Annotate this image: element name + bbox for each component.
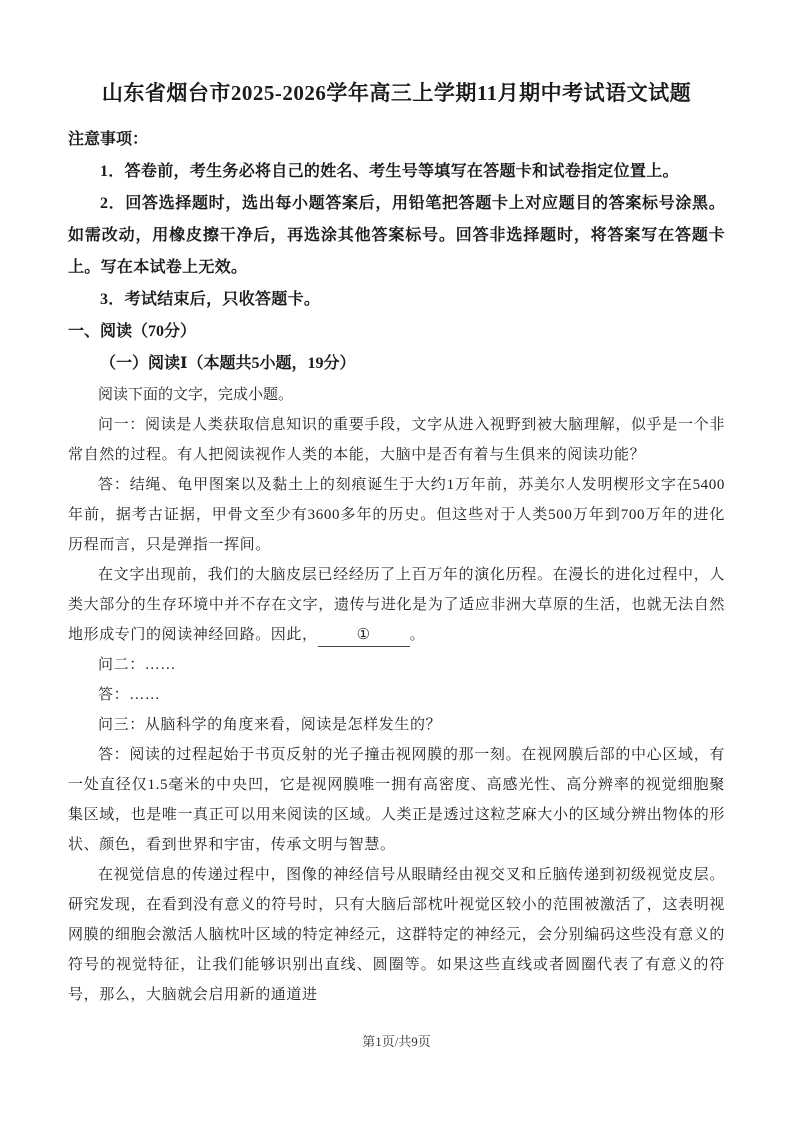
passage-answer-3-para-2: 在视觉信息的传递过程中，图像的神经信号从眼睛经由视交叉和丘脑传递到初级视觉皮层。研究发现，在看到没有意义的符号时，只有大脑后部枕叶视觉区较小的范围被激活了，这表明视网膜的细胞会激活人脑枕叶区域的特定神经元，这群特定的神经元，会分别编码这些没有意义的符号的视觉特征，让我们能够识别出直线、圆圈等。如果这些直线或者圆圈代表了有意义的符号，那么，大脑就会启用新的通道进 (68, 867, 725, 1003)
passage-instruction: 阅读下面的文字，完成小题。 (98, 387, 294, 403)
notice-item-3: 3．考试结束后，只收答题卡。 (100, 291, 321, 308)
passage-question-2: 问二：…… (98, 657, 177, 673)
subsection-heading-reading-1: （一）阅读Ⅰ（本题共5小题，19分） (100, 355, 356, 372)
passage-answer-2: 答：…… (98, 687, 161, 703)
passage-question-3: 问三：从脑科学的角度来看，阅读是怎样发生的？ (98, 717, 442, 733)
passage-answer-1-para-2 (68, 560, 725, 650)
notice-item-1: 1．答卷前，考生务必将自己的姓名、考生号等填写在答题卡和试卷指定位置上。 (100, 163, 679, 180)
fill-in-blank-1: ① (318, 624, 410, 647)
passage-question-1: 问一：阅读是人类获取信息知识的重要手段，文字从进入视野到被大脑理解，似乎是一个非常自然的过程。有人把阅读视作人类的本能，大脑中是否有着与生俱来的阅读功能？ (68, 417, 725, 463)
page-number-footer: 第1页/共9页 (362, 1034, 431, 1049)
passage-answer-1-para-2-period: 。 (409, 627, 426, 643)
passage-answer-3-para-1: 答：阅读的过程起始于书页反射的光子撞击视网膜的那一刻。在视网膜后部的中心区域，有一处直径仅1.5毫米的中央凹，它是视网膜唯一拥有高密度、高感光性、高分辨率的视觉细胞聚集区域，也是唯一真正可以用来阅读的区域。人类正是透过这粒芝麻大小的区域分辨出物体的形状、颜色，看到世界和宇宙，传承文明与智慧。 (68, 747, 725, 853)
section-heading-reading: 一、阅读（70分） (68, 323, 197, 340)
passage-answer-1-para-2-text: 在文字出现前，我们的大脑皮层已经经历了上百万年的演化历程。在漫长的进化过程中，人类大部分的生存环境中并不存在文字，遗传与进化是为了适应非洲大草原的生活，也就无法自然地形成专门的阅读神经回路。因此， (68, 567, 725, 643)
notice-heading: 注意事项： (68, 131, 149, 148)
passage-answer-1-para-1: 答：结绳、龟甲图案以及黏土上的刻痕诞生于大约1万年前，苏美尔人发明楔形文字在5400年前，据考古证据，甲骨文至少有3600多年的历史。但这些对于人类500万年到700万年的进化历程而言，只是弹指一挥间。 (68, 477, 725, 553)
page-title: 山东省烟台市2025-2026学年高三上学期11月期中考试语文试题 (101, 81, 692, 105)
notice-item-2: 2．回答选择题时，选出每小题答案后，用铅笔把答题卡上对应题目的答案标号涂黑。如需改动，用橡皮擦干净后，再选涂其他答案标号。回答非选择题时，将答案写在答题卡上。写在本试卷上无效。 (68, 195, 725, 276)
